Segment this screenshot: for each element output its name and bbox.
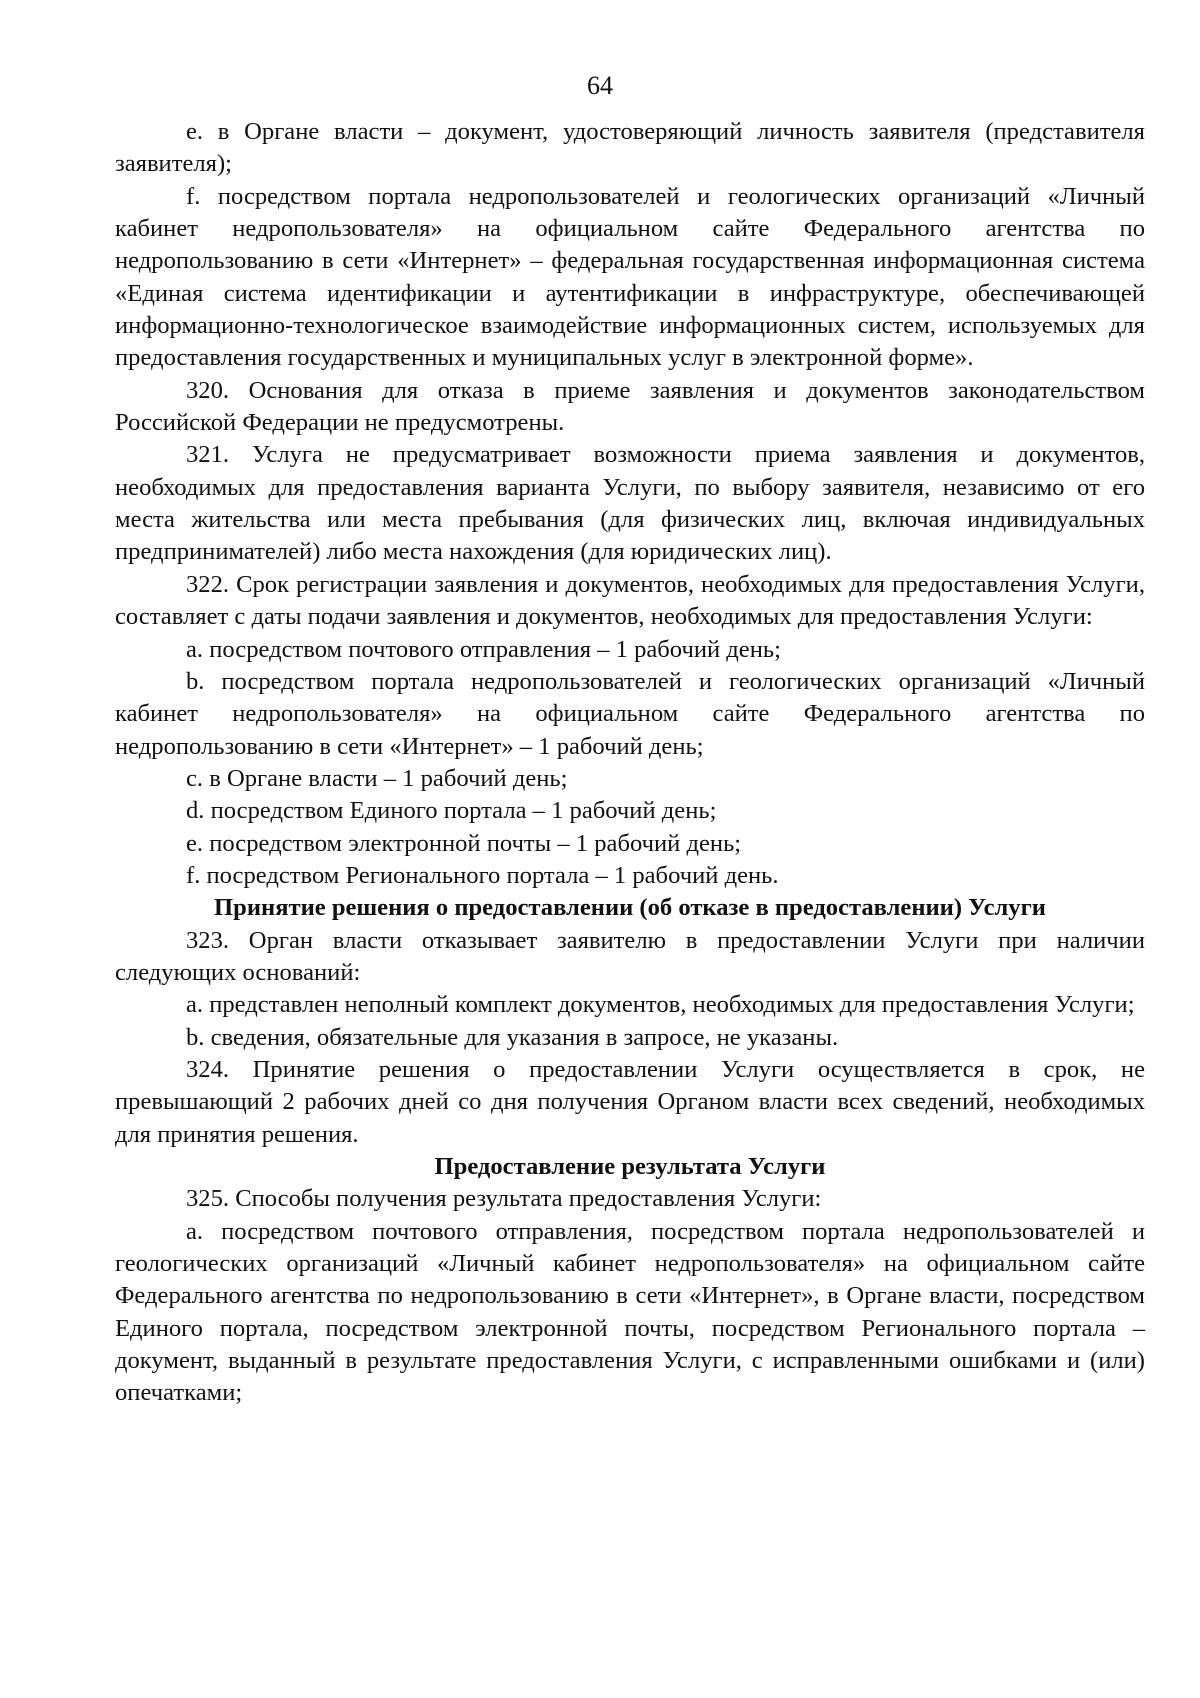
paragraph-320: 320. Основания для отказа в приеме заявления и документов законодательством Российской Федерации не предусмотрены. (115, 376, 1145, 437)
paragraph-item-f-portal: f. посредством портала недропользователей и геологических организаций «Личный кабинет недропользователя» на официальном сайте Федерального агентства по недропользованию в сети «Интернет» – федеральная государственная информационная система «Единая система идентификации и аутентификации в инфраструктуре, обеспечивающей информационно-технологическое взаимодействие информационных систем, используемых для предоставления государственных и муниципальных услуг в электронной форме». (115, 182, 1145, 372)
paragraph-322-e: e. посредством электронной почты – 1 рабочий день; (186, 829, 742, 857)
paragraph-322-c: c. в Органе власти – 1 рабочий день; (186, 764, 568, 792)
paragraph-322-a: a. посредством почтового отправления – 1 рабочий день; (186, 635, 781, 663)
paragraph-323: 323. Орган власти отказывает заявителю в предоставлении Услуги при наличии следующих оснований: (115, 926, 1145, 986)
paragraph-322-b: b. посредством портала недропользователей и геологических организаций «Личный кабинет недропользователя» на официальном сайте Федерального агентства по недропользованию в сети «Интернет» – 1 рабочий день; (115, 667, 1145, 760)
paragraph-322-d: d. посредством Единого портала – 1 рабочий день; (186, 797, 717, 825)
paragraph-322: 322. Срок регистрации заявления и документов, необходимых для предоставления Услуги, составляет с даты подачи заявления и документов, необходимых для предоставления Услуги: (115, 570, 1145, 631)
section-heading-result: Предоставление результата Услуги (434, 1153, 826, 1180)
paragraph-item-e-authority: e. в Органе власти – документ, удостоверяющий личность заявителя (представителя заявителя); (115, 118, 1145, 178)
paragraph-323-b: b. сведения, обязательные для указания в запросе, не указаны. (186, 1023, 839, 1051)
document-body (115, 116, 1145, 1410)
paragraph-323-a: a. представлен неполный комплект документов, необходимых для предоставления Услуги; (186, 991, 1135, 1019)
section-heading-decision: Принятие решения о предоставлении (об отказе в предоставлении) Услуги (214, 894, 1046, 922)
paragraph-321: 321. Услуга не предусматривает возможности приема заявления и документов, необходимых для предоставления варианта Услуги, по выбору заявителя, независимо от его места жительства или места пребывания (для физических лиц, включая индивидуальных предпринимателей) либо места нахождения (для юридических лиц). (115, 441, 1145, 566)
paragraph-324: 324. Принятие решения о предоставлении Услуги осуществляется в срок, не превышающий 2 рабочих дней со дня получения Органом власти всех сведений, необходимых для принятия решения. (115, 1055, 1145, 1148)
paragraph-322-f: f. посредством Регионального портала – 1 рабочий день. (186, 861, 779, 889)
paragraph-325: 325. Способы получения результата предоставления Услуги: (186, 1185, 822, 1213)
page-number: 64 (587, 71, 613, 100)
paragraph-325-a: a. посредством почтового отправления, посредством портала недропользователей и геологических организаций «Личный кабинет недропользователя» на официальном сайте Федерального агентства по недропользованию в сети «Интернет», в Органе власти, посредством Единого портала, посредством электронной почты, посредством Регионального портала – документ, выданный в результате предоставления Услуги, с исправленными ошибками и (или) опечатками; (115, 1217, 1145, 1407)
